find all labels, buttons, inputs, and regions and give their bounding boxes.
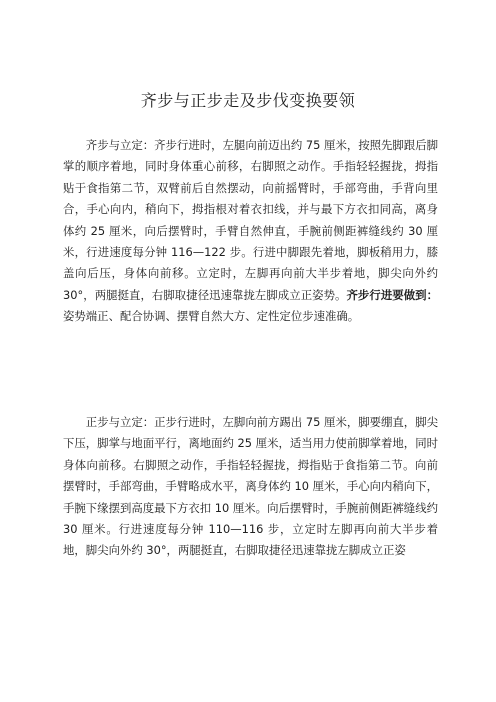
paragraph-zhengbu — [63, 412, 438, 562]
paragraph-qibu-text: 齐步与立定：齐步行进时，左腿向前迈出约 75 厘米，按照先脚跟后脚掌的顺序着地，同时身体重心前移，右脚照之动作。手指轻轻握拢，拇指贴于食指第二节，双臂前后自然摆动，向前摇臂时，手部弯曲，手背向里合，手心向内，稍向下，拇指根对着衣扣线，并与最下方衣扣同高，离身体约 25 厘米，向后摆臂时，手臂自然伸直，手腕前侧距裤缝线约 30 厘米，行进速度每分钟 116—122 步。行进中脚跟先着地，脚板稍用力，膝盖向后压，身体向前移。立定时，左脚再向前大半步着地，脚尖向外约 30°，两腿挺直，右脚取捷径迅速靠拢左脚成立正姿势。 — [63, 138, 438, 302]
paragraph-qibu-emphasis: 齐步行进要做到： — [346, 287, 438, 302]
paragraph-zhengbu-text: 正步与立定：正步行进时，左脚向前方踢出 75 厘米，脚要绷直，脚尖下压，脚掌与地面平行，离地面约 25 厘米，适当用力使前脚掌着地，同时身体向前移。右脚照之动作，手指轻轻握拢，拇指贴于食指第二节。向前摆臂时，手部弯曲，手臂略成水平，离身体约 10 厘米，手心向内稍向下，手腕下缘摆到高度最下方衣扣 10 厘米。向后摆臂时，手腕前侧距裤缝线约 30 厘米。行进速度每分钟 110—116 步，立定时左脚再向前大半步着地，脚尖向外约 30°，两腿挺直，右脚取捷径迅速靠拢左脚成立正姿 — [63, 415, 438, 558]
paragraph-qibu — [63, 135, 438, 328]
paragraph-qibu-text-end: 姿势端正、配合协调、摆臂自然大方、定性定位步速准确。 — [63, 309, 360, 324]
document-title: 齐步与正步走及步伐变换要领 — [140, 91, 356, 110]
